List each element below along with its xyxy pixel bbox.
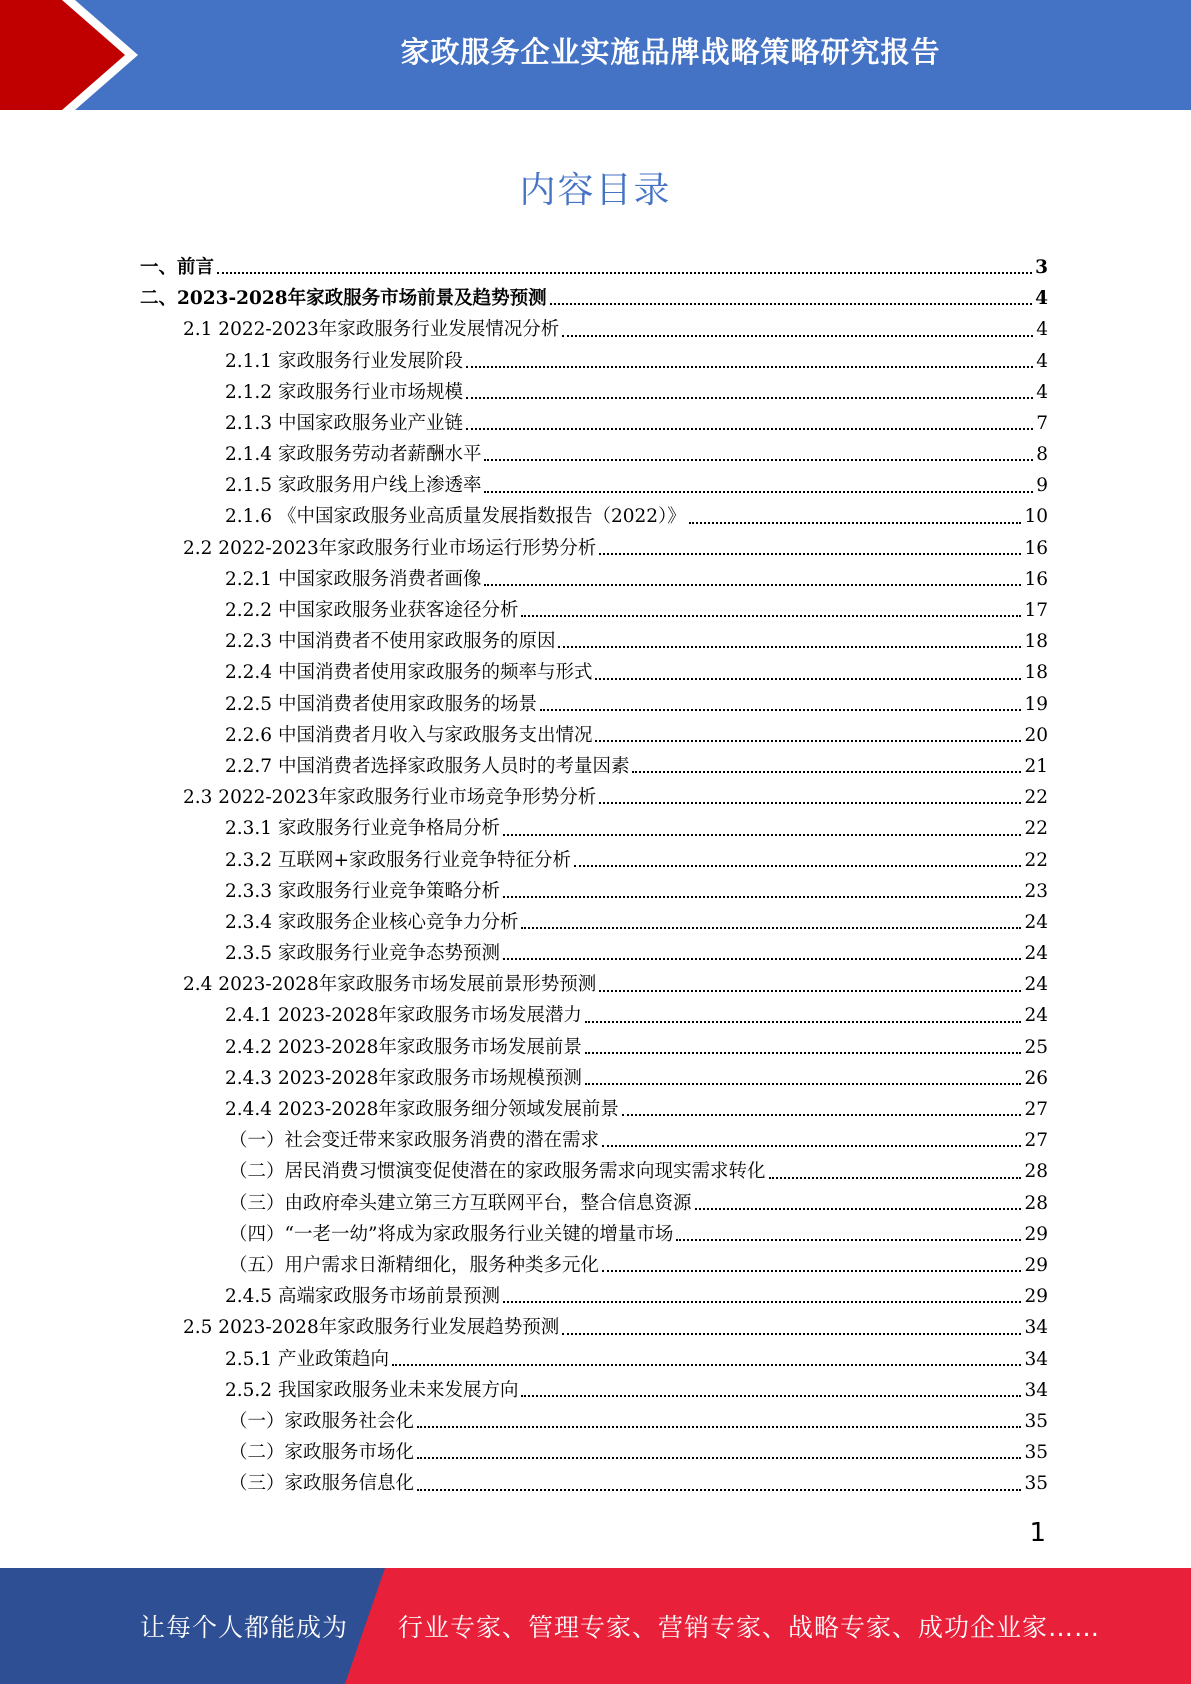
toc-entry-page: 4 <box>1036 381 1048 403</box>
toc-dot-leader <box>595 678 1021 680</box>
toc-entry[interactable] <box>140 470 1048 501</box>
toc-entry-page: 27 <box>1024 1099 1048 1121</box>
toc-dot-leader <box>484 459 1033 461</box>
toc-dot-leader <box>769 1177 1022 1179</box>
toc-entry-page: 29 <box>1024 1254 1048 1276</box>
toc-entry[interactable] <box>140 1063 1048 1094</box>
toc-entry-label: 2.1.1 家政服务行业发展阶段 <box>225 350 463 372</box>
toc-dot-leader <box>585 1021 1022 1023</box>
toc-entry-label: 2.1.2 家政服务行业市场规模 <box>225 381 463 403</box>
toc-entry[interactable] <box>140 1437 1048 1468</box>
toc-entry[interactable] <box>140 876 1048 907</box>
toc-dot-leader <box>417 1457 1021 1459</box>
toc-dot-leader <box>585 1052 1022 1054</box>
toc-entry[interactable] <box>140 377 1048 408</box>
toc-entry[interactable] <box>140 1156 1048 1187</box>
toc-entry-label: 2.4.5 高端家政服务市场前景预测 <box>225 1286 500 1308</box>
table-of-contents <box>140 252 1048 1500</box>
toc-entry-label: 2.1 2022-2023年家政服务行业发展情况分析 <box>183 319 560 341</box>
toc-entry-page: 27 <box>1024 1130 1048 1152</box>
toc-entry-page: 18 <box>1024 662 1048 684</box>
toc-entry-label: 2.2.7 中国消费者选择家政服务人员时的考量因素 <box>225 755 630 777</box>
toc-entry[interactable] <box>140 252 1048 283</box>
toc-entry-page: 28 <box>1024 1192 1048 1214</box>
toc-entry[interactable] <box>140 346 1048 377</box>
toc-entry-label: 2.2.4 中国消费者使用家政服务的频率与形式 <box>225 662 593 684</box>
toc-entry-label: 2.2 2022-2023年家政服务行业市场运行形势分析 <box>183 537 597 559</box>
toc-entry[interactable] <box>140 813 1048 844</box>
toc-dot-leader <box>503 896 1021 898</box>
toc-entry[interactable] <box>140 408 1048 439</box>
toc-entry-label: 2.3.1 家政服务行业竞争格局分析 <box>225 818 500 840</box>
toc-entry-page: 29 <box>1024 1223 1048 1245</box>
toc-entry-page: 16 <box>1024 537 1048 559</box>
toc-entry-label: 2.1.5 家政服务用户线上渗透率 <box>225 475 482 497</box>
toc-entry-page: 24 <box>1024 974 1048 996</box>
toc-dot-leader <box>676 1239 1021 1241</box>
toc-dot-leader <box>602 1270 1021 1272</box>
toc-entry[interactable] <box>140 751 1048 782</box>
toc-entry[interactable] <box>140 533 1048 564</box>
toc-entry-page: 26 <box>1024 1067 1048 1089</box>
toc-entry-page: 10 <box>1024 506 1048 528</box>
toc-entry-page: 17 <box>1024 600 1048 622</box>
toc-dot-leader <box>484 491 1033 493</box>
toc-entry-label: （一）家政服务社会化 <box>229 1410 415 1432</box>
report-title: 家政服务企业实施品牌战略策略研究报告 <box>400 34 941 69</box>
toc-entry-label: 2.5.2 我国家政服务业未来发展方向 <box>225 1379 519 1401</box>
toc-entry[interactable] <box>140 564 1048 595</box>
toc-entry[interactable] <box>140 1312 1048 1343</box>
toc-dot-leader <box>599 990 1021 992</box>
toc-dot-leader <box>689 522 1022 524</box>
toc-entry-page: 29 <box>1024 1286 1048 1308</box>
toc-dot-leader <box>521 927 1021 929</box>
toc-dot-leader <box>602 1145 1021 1147</box>
toc-entry-page: 9 <box>1036 475 1048 497</box>
toc-entry-page: 22 <box>1024 787 1048 809</box>
toc-entry-label: （四）“一老一幼”将成为家政服务行业关键的增量市场 <box>229 1223 674 1245</box>
toc-entry[interactable] <box>140 1344 1048 1375</box>
toc-entry-page: 25 <box>1024 1036 1048 1058</box>
toc-entry-label: 2.1.3 中国家政服务业产业链 <box>225 412 463 434</box>
toc-dot-leader <box>632 771 1021 773</box>
toc-entry-label: 2.4.2 2023-2028年家政服务市场发展前景 <box>225 1036 582 1058</box>
toc-entry-page: 28 <box>1024 1161 1048 1183</box>
toc-dot-leader <box>599 553 1021 555</box>
toc-dot-leader <box>622 1114 1022 1116</box>
toc-dot-leader <box>417 1489 1021 1491</box>
toc-dot-leader <box>484 584 1021 586</box>
toc-entry-page: 19 <box>1024 693 1048 715</box>
toc-dot-leader <box>521 615 1021 617</box>
toc-dot-leader <box>562 335 1033 337</box>
toc-dot-leader <box>599 802 1021 804</box>
toc-entry[interactable] <box>140 314 1048 345</box>
toc-entry-label: 2.3.3 家政服务行业竞争策略分析 <box>225 880 500 902</box>
toc-entry-label: 2.4.4 2023-2028年家政服务细分领域发展前景 <box>225 1099 619 1121</box>
toc-entry[interactable] <box>140 439 1048 470</box>
toc-entry-label: 2.4.1 2023-2028年家政服务市场发展潜力 <box>225 1005 582 1027</box>
toc-entry-label: 一、前言 <box>140 256 215 278</box>
toc-entry-page: 8 <box>1036 444 1048 466</box>
toc-entry[interactable] <box>140 1468 1048 1499</box>
toc-dot-leader <box>585 1083 1022 1085</box>
toc-entry-page: 18 <box>1024 631 1048 653</box>
toc-entry[interactable] <box>140 845 1048 876</box>
toc-entry-page: 35 <box>1024 1442 1048 1464</box>
toc-entry-label: 2.2.5 中国消费者使用家政服务的场景 <box>225 693 537 715</box>
toc-dot-leader <box>417 1426 1021 1428</box>
toc-entry-page: 3 <box>1035 256 1048 278</box>
toc-dot-leader <box>466 397 1033 399</box>
toc-entry-label: 2.3 2022-2023年家政服务行业市场竞争形势分析 <box>183 787 597 809</box>
toc-entry-page: 16 <box>1024 568 1048 590</box>
toc-entry[interactable] <box>140 1094 1048 1125</box>
toc-entry-page: 24 <box>1024 1005 1048 1027</box>
toc-entry-label: 2.2.1 中国家政服务消费者画像 <box>225 568 482 590</box>
toc-entry-label: 2.3.2 互联网+家政服务行业竞争特征分析 <box>225 849 571 871</box>
toc-dot-leader <box>521 1395 1021 1397</box>
toc-dot-leader <box>550 303 1032 305</box>
toc-entry-label: 2.1.6 《中国家政服务业高质量发展指数报告（2022）》 <box>225 506 686 528</box>
toc-entry-label: 二、2023-2028年家政服务市场前景及趋势预测 <box>140 288 547 310</box>
toc-entry[interactable] <box>140 1281 1048 1312</box>
toc-entry[interactable] <box>140 782 1048 813</box>
toc-entry-label: （二）居民消费习惯演变促使潜在的家政服务需求向现实需求转化 <box>229 1161 766 1183</box>
toc-entry[interactable] <box>140 1188 1048 1219</box>
toc-entry-page: 24 <box>1024 911 1048 933</box>
page-header <box>0 0 1191 110</box>
toc-entry-page: 22 <box>1024 818 1048 840</box>
toc-dot-leader <box>540 709 1021 711</box>
toc-entry[interactable] <box>140 1375 1048 1406</box>
toc-entry[interactable] <box>140 1406 1048 1437</box>
toc-dot-leader <box>503 834 1021 836</box>
toc-entry-page: 4 <box>1036 350 1048 372</box>
toc-entry-page: 7 <box>1036 412 1048 434</box>
header-arrow-decoration <box>0 0 150 110</box>
toc-dot-leader <box>562 1333 1021 1335</box>
toc-dot-leader <box>503 1301 1021 1303</box>
toc-entry[interactable] <box>140 283 1048 314</box>
toc-entry[interactable] <box>140 969 1048 1000</box>
toc-entry-page: 35 <box>1024 1410 1048 1432</box>
toc-entry-label: （五）用户需求日渐精细化，服务种类多元化 <box>229 1254 600 1276</box>
toc-entry-page: 21 <box>1024 755 1048 777</box>
toc-dot-leader <box>503 958 1021 960</box>
toc-entry[interactable] <box>140 626 1048 657</box>
page-number: 1 <box>1029 1518 1046 1548</box>
toc-entry[interactable] <box>140 1001 1048 1032</box>
toc-entry-page: 4 <box>1035 288 1048 310</box>
toc-entry[interactable] <box>140 1250 1048 1281</box>
toc-entry-label: 2.2.3 中国消费者不使用家政服务的原因 <box>225 631 556 653</box>
toc-dot-leader <box>695 1208 1022 1210</box>
toc-entry-label: （三）家政服务信息化 <box>229 1473 415 1495</box>
toc-entry-page: 35 <box>1024 1473 1048 1495</box>
toc-entry-label: 2.5 2023-2028年家政服务行业发展趋势预测 <box>183 1317 560 1339</box>
page-footer <box>0 1568 1191 1684</box>
toc-entry[interactable] <box>140 1032 1048 1063</box>
toc-dot-leader <box>466 366 1033 368</box>
toc-dot-leader <box>466 428 1033 430</box>
toc-entry[interactable] <box>140 938 1048 969</box>
toc-entry-label: 2.2.2 中国家政服务业获客途径分析 <box>225 600 519 622</box>
toc-entry-label: （三）由政府牵头建立第三方互联网平台，整合信息资源 <box>229 1192 692 1214</box>
toc-entry[interactable] <box>140 907 1048 938</box>
toc-dot-leader <box>217 272 1032 274</box>
toc-entry[interactable] <box>140 1219 1048 1250</box>
toc-entry-label: 2.4 2023-2028年家政服务市场发展前景形势预测 <box>183 974 597 996</box>
toc-entry-label: 2.5.1 产业政策趋向 <box>225 1348 389 1370</box>
toc-entry-page: 34 <box>1024 1317 1048 1339</box>
toc-dot-leader <box>392 1364 1021 1366</box>
toc-entry-label: 2.3.5 家政服务行业竞争态势预测 <box>225 943 500 965</box>
toc-entry[interactable] <box>140 689 1048 720</box>
toc-entry-page: 22 <box>1024 849 1048 871</box>
toc-title: 内容目录 <box>519 170 672 211</box>
toc-entry-label: 2.4.3 2023-2028年家政服务市场规模预测 <box>225 1067 582 1089</box>
toc-entry-page: 34 <box>1024 1348 1048 1370</box>
toc-entry[interactable] <box>140 502 1048 533</box>
toc-entry-label: 2.3.4 家政服务企业核心竞争力分析 <box>225 911 519 933</box>
footer-slogan-right: 行业专家、管理专家、营销专家、战略专家、成功企业家…… <box>398 1613 1101 1642</box>
toc-entry-page: 20 <box>1024 724 1048 746</box>
toc-entry-page: 23 <box>1024 880 1048 902</box>
toc-entry[interactable] <box>140 1125 1048 1156</box>
toc-dot-leader <box>574 865 1021 867</box>
toc-entry[interactable] <box>140 720 1048 751</box>
toc-entry-page: 34 <box>1024 1379 1048 1401</box>
toc-entry-page: 24 <box>1024 943 1048 965</box>
footer-slogan-left: 让每个人都能成为 <box>140 1613 349 1642</box>
toc-entry-page: 4 <box>1036 319 1048 341</box>
toc-entry-label: 2.2.6 中国消费者月收入与家政服务支出情况 <box>225 724 593 746</box>
toc-entry[interactable] <box>140 657 1048 688</box>
toc-dot-leader <box>558 646 1021 648</box>
toc-entry-label: （一）社会变迁带来家政服务消费的潜在需求 <box>229 1130 600 1152</box>
toc-dot-leader <box>595 740 1021 742</box>
toc-entry-label: （二）家政服务市场化 <box>229 1442 415 1464</box>
toc-entry[interactable] <box>140 595 1048 626</box>
toc-entry-label: 2.1.4 家政服务劳动者薪酬水平 <box>225 444 482 466</box>
